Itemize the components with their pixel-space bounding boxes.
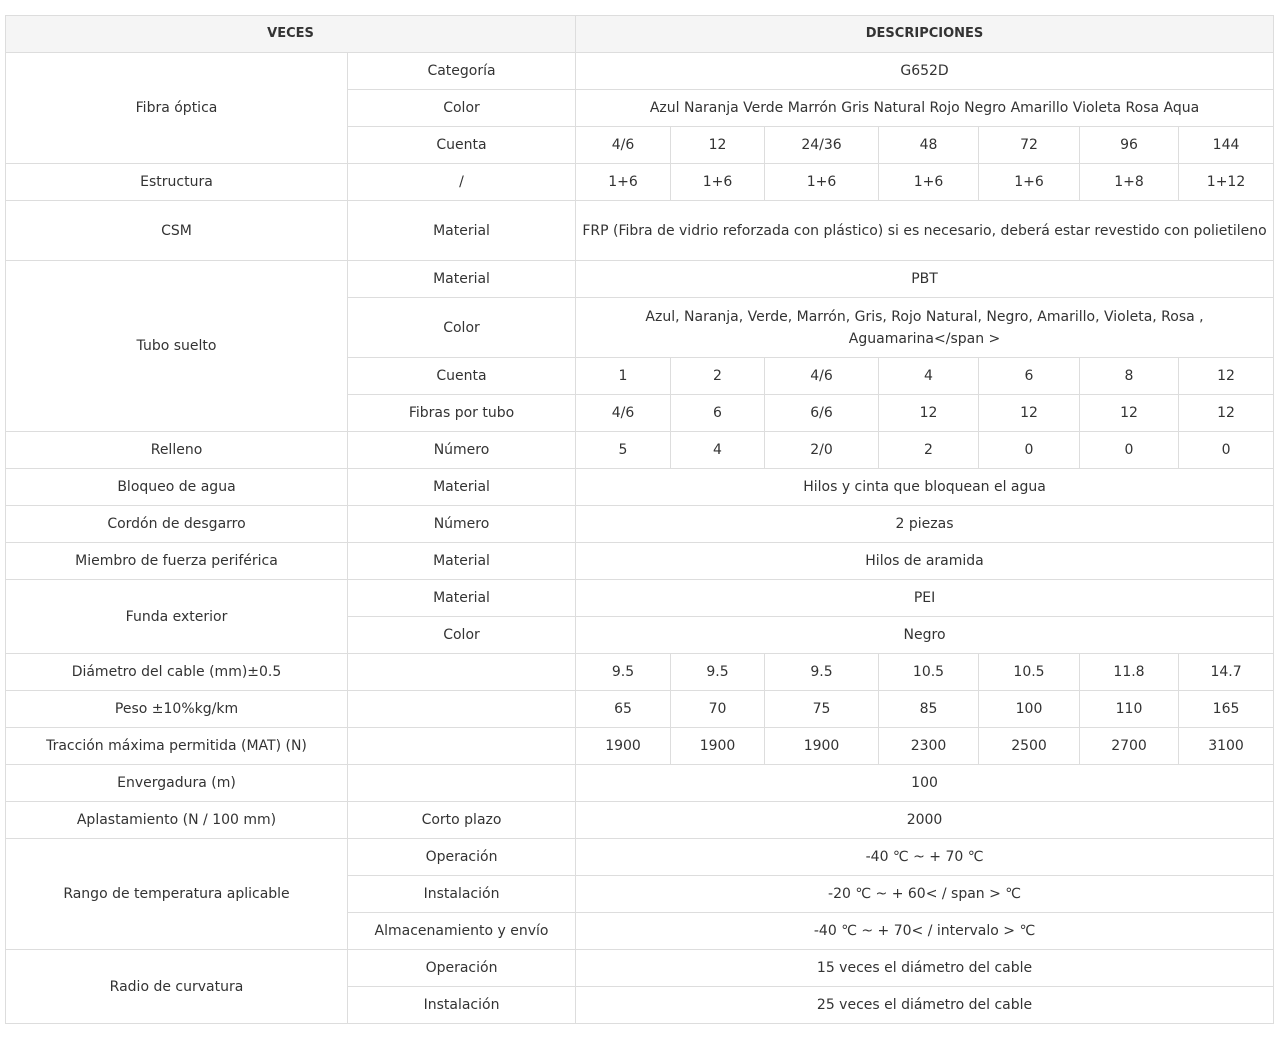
cell-weight: 70 [671,691,765,728]
cell-weight: 110 [1080,691,1179,728]
cell-filler: 5 [576,432,671,469]
value-fiber-color: Azul Naranja Verde Marrón Gris Natural Rojo Negro Amarillo Violeta Rosa Aqua [576,90,1274,127]
header-veces: VECES [6,16,576,53]
sub-label-crush-short-term: Corto plazo [348,802,576,839]
row-label-strength-member: Miembro de fuerza periférica [6,543,348,580]
cell-structure: 1+6 [576,164,671,201]
table-row [6,506,1274,543]
row-label-filler: Relleno [6,432,348,469]
row-label-bend-radius: Radio de curvatura [6,950,348,1024]
cell-tension: 3100 [1179,728,1274,765]
value-tube-color: Azul, Naranja, Verde, Marrón, Gris, Rojo Natural, Negro, Amarillo, Violeta, Rosa , Aguamarina</span > [576,298,1274,358]
row-label-optical-fiber: Fibra óptica [6,53,348,164]
cell-structure: 1+6 [765,164,879,201]
value-water-block: Hilos y cinta que bloquean el agua [576,469,1274,506]
cell-structure: 1+8 [1080,164,1179,201]
sub-label-empty [348,691,576,728]
cell-filler: 2/0 [765,432,879,469]
cell-filler: 4 [671,432,765,469]
value-crush: 2000 [576,802,1274,839]
value-temp-operation: -40 ℃ ~ + 70 ℃ [576,839,1274,876]
cell-fiber-count: 96 [1080,127,1179,164]
cell-fibers-per-tube: 12 [879,395,979,432]
sub-label-fiber-color: Color [348,90,576,127]
cell-diameter: 11.8 [1080,654,1179,691]
table-header-row [6,16,1274,53]
row-label-loose-tube: Tubo suelto [6,261,348,432]
table-row [6,802,1274,839]
spec-table-container [5,15,1273,1024]
row-label-ripcord: Cordón de desgarro [6,506,348,543]
cell-fiber-count: 4/6 [576,127,671,164]
cell-fiber-count: 72 [979,127,1080,164]
value-csm-material: FRP (Fibra de vidrio reforzada con plástico) si es necesario, deberá estar revestido con polietileno [576,201,1274,261]
table-row [6,654,1274,691]
cell-fibers-per-tube: 6 [671,395,765,432]
row-label-structure: Estructura [6,164,348,201]
cell-structure: 1+12 [1179,164,1274,201]
table-row [6,543,1274,580]
row-label-diameter: Diámetro del cable (mm)±0.5 [6,654,348,691]
value-tube-material: PBT [576,261,1274,298]
cell-tension: 1900 [765,728,879,765]
cell-fibers-per-tube: 6/6 [765,395,879,432]
sub-label-ripcord-number: Número [348,506,576,543]
sub-label-empty [348,654,576,691]
cell-structure: 1+6 [979,164,1080,201]
cell-diameter: 9.5 [765,654,879,691]
value-temp-install: -20 ℃ ~ + 60< / span > ℃ [576,876,1274,913]
cell-diameter: 14.7 [1179,654,1274,691]
table-row [6,580,1274,617]
sub-label-bend-operation: Operación [348,950,576,987]
table-row [6,469,1274,506]
cell-filler: 0 [1080,432,1179,469]
value-temp-storage: -40 ℃ ~ + 70< / intervalo > ℃ [576,913,1274,950]
table-row [6,765,1274,802]
cell-filler: 2 [879,432,979,469]
header-descripciones: DESCRIPCIONES [576,16,1274,53]
row-label-water-block: Bloqueo de agua [6,469,348,506]
value-bend-operation: 15 veces el diámetro del cable [576,950,1274,987]
table-row [6,432,1274,469]
cell-tube-count: 4/6 [765,358,879,395]
table-row [6,261,1274,298]
cell-fibers-per-tube: 12 [1080,395,1179,432]
cell-fiber-count: 12 [671,127,765,164]
cell-fibers-per-tube: 4/6 [576,395,671,432]
table-row [6,728,1274,765]
cell-tube-count: 12 [1179,358,1274,395]
row-label-span: Envergadura (m) [6,765,348,802]
sub-label-structure: / [348,164,576,201]
sub-label-sheath-material: Material [348,580,576,617]
sub-label-category: Categoría [348,53,576,90]
sub-label-fiber-count: Cuenta [348,127,576,164]
value-span: 100 [576,765,1274,802]
sub-label-temp-operation: Operación [348,839,576,876]
cell-weight: 100 [979,691,1080,728]
table-row [6,691,1274,728]
sub-label-tube-material: Material [348,261,576,298]
row-label-crush: Aplastamiento (N / 100 mm) [6,802,348,839]
table-row [6,53,1274,90]
row-label-outer-sheath: Funda exterior [6,580,348,654]
cell-structure: 1+6 [879,164,979,201]
sub-label-empty [348,728,576,765]
cell-fiber-count: 144 [1179,127,1274,164]
table-row [6,950,1274,987]
sub-label-tube-count: Cuenta [348,358,576,395]
cell-tube-count: 1 [576,358,671,395]
value-strength-member: Hilos de aramida [576,543,1274,580]
spec-table [5,15,1274,1024]
cell-weight: 165 [1179,691,1274,728]
table-row [6,201,1274,261]
cell-tension: 1900 [671,728,765,765]
cell-fiber-count: 48 [879,127,979,164]
cell-tension: 2700 [1080,728,1179,765]
cell-filler: 0 [1179,432,1274,469]
row-label-csm: CSM [6,201,348,261]
cell-structure: 1+6 [671,164,765,201]
cell-fibers-per-tube: 12 [1179,395,1274,432]
table-row [6,164,1274,201]
sub-label-filler-number: Número [348,432,576,469]
sub-label-csm-material: Material [348,201,576,261]
value-ripcord: 2 piezas [576,506,1274,543]
cell-weight: 75 [765,691,879,728]
cell-tube-count: 6 [979,358,1080,395]
sub-label-temp-storage: Almacenamiento y envío [348,913,576,950]
sub-label-tube-color: Color [348,298,576,358]
sub-label-water-block-material: Material [348,469,576,506]
value-sheath-color: Negro [576,617,1274,654]
cell-filler: 0 [979,432,1080,469]
sub-label-strength-material: Material [348,543,576,580]
row-label-tension: Tracción máxima permitida (MAT) (N) [6,728,348,765]
cell-diameter: 10.5 [979,654,1080,691]
value-sheath-material: PEI [576,580,1274,617]
cell-diameter: 9.5 [576,654,671,691]
cell-tension: 2500 [979,728,1080,765]
cell-tension: 2300 [879,728,979,765]
cell-tube-count: 2 [671,358,765,395]
cell-tension: 1900 [576,728,671,765]
sub-label-empty [348,765,576,802]
sub-label-temp-install: Instalación [348,876,576,913]
cell-diameter: 9.5 [671,654,765,691]
cell-weight: 85 [879,691,979,728]
cell-tube-count: 8 [1080,358,1179,395]
sub-label-bend-install: Instalación [348,987,576,1024]
cell-weight: 65 [576,691,671,728]
sub-label-sheath-color: Color [348,617,576,654]
table-row [6,839,1274,876]
row-label-weight: Peso ±10%kg/km [6,691,348,728]
sub-label-fibers-per-tube: Fibras por tubo [348,395,576,432]
cell-diameter: 10.5 [879,654,979,691]
row-label-temperature: Rango de temperatura aplicable [6,839,348,950]
cell-fibers-per-tube: 12 [979,395,1080,432]
value-category: G652D [576,53,1274,90]
cell-fiber-count: 24/36 [765,127,879,164]
value-bend-install: 25 veces el diámetro del cable [576,987,1274,1024]
cell-tube-count: 4 [879,358,979,395]
